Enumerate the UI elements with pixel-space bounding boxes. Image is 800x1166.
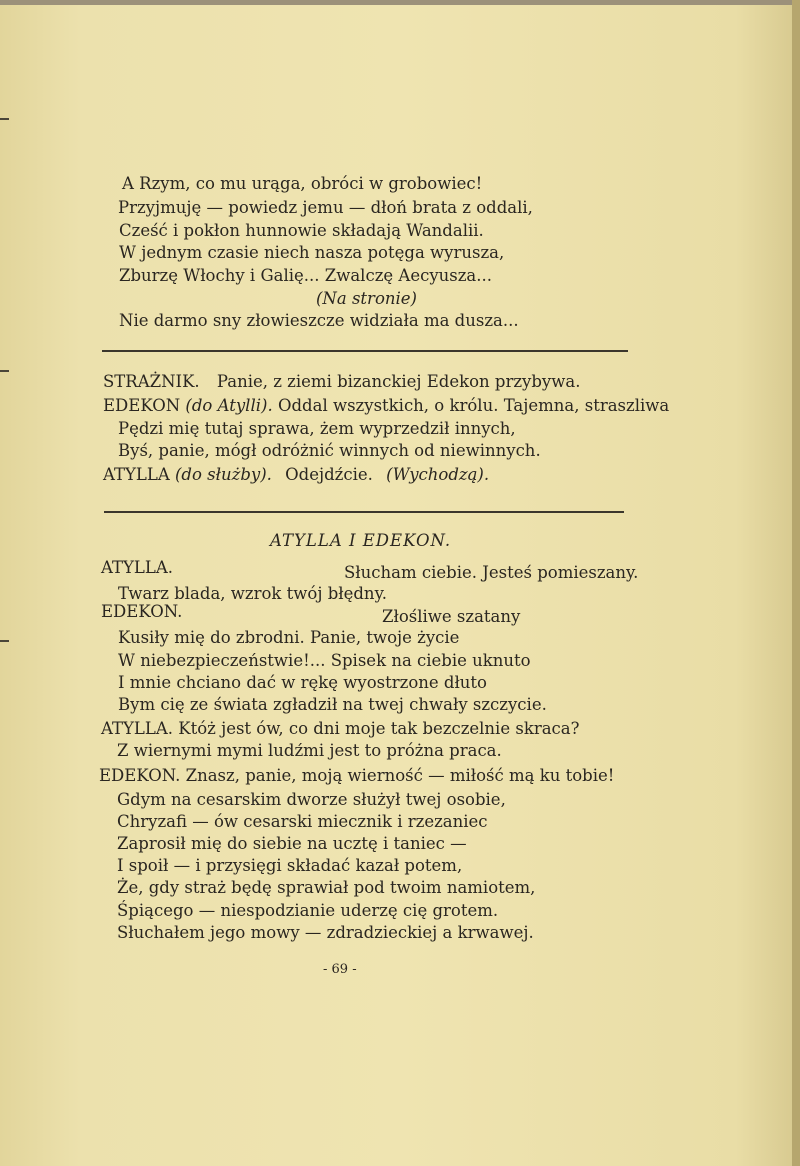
margin-mark [0,118,9,120]
speech-text: Odejdźcie. [285,465,373,484]
page-number: - 69 - [323,962,357,977]
verse-line: Nie darmo sny złowieszcze widziała ma dusza... [119,311,519,330]
verse-line: Twarz blada, wzrok twój błędny. [118,584,387,603]
section-divider [102,350,628,352]
speech-line [103,396,669,416]
verse-line: Kusiły mię do zbrodni. Panie, twoje życie [118,628,460,647]
speech-line [101,719,579,739]
speaker-name: STRAŻNIK. [103,372,200,391]
scene-heading: ATYLLA I EDEKON. [270,531,452,550]
speech-line [103,465,489,485]
verse-line: Bym cię ze świata zgładził na twej chwały szczycie. [118,695,547,714]
verse-line: Zaprosił mię do siebie na ucztę i taniec — [117,834,467,853]
stage-direction: (Wychodzą). [386,465,490,484]
verse-line: I spoił — i przysięgi składać kazał potem, [117,856,463,875]
verse-line: Słuchałem jego mowy — zdradzieckiej a krwawej. [117,923,534,942]
verse-line: Byś, panie, mógł odróżnić winnych od niewinnych. [118,441,541,460]
speaker-name: EDEKON. [101,602,183,621]
speaker-name: EDEKON [103,396,181,415]
verse-line: Cześć i pokłon hunnowie składają Wandalii. [119,221,484,240]
stage-direction: (do służby). [175,465,272,484]
verse-line: A Rzym, co mu urąga, obróci w grobowiec! [122,174,483,193]
verse-line: Że, gdy straż będę sprawiał pod twoim namiotem, [117,878,536,897]
verse-line: Śpiącego — niespodzianie uderzę cię grotem. [117,901,499,920]
margin-mark [0,370,9,372]
speaker-name: EDEKON. [99,766,181,785]
margin-mark [0,640,9,642]
stage-direction: (Na stronie) [316,289,417,308]
speaker-name: ATYLLA. [101,558,173,577]
speech-text: Panie, z ziemi bizanckiej Edekon przybywa. [216,372,581,391]
speech-text: Oddal wszystkich, o królu. Tajemna, straszliwa [277,396,670,415]
verse-line: I mnie chciano dać w rękę wyostrzone dłuto [118,673,487,692]
verse-line: Z wiernymi mymi ludźmi jest to próżna praca. [117,741,502,760]
verse-line: Przyjmuję — powiedz jemu — dłoń brata z oddali, [118,198,533,217]
verse-line: Zburzę Włochy i Galię... Zwalczę Aecyusza... [119,266,493,285]
speech-text: Któż jest ów, co dni moje tak bezczelnie skraca? [178,719,580,738]
verse-line: W jednym czasie niech nasza potęga wyrusza, [119,243,505,262]
page-top-edge [0,0,800,5]
speaker-name: ATYLLA [103,465,170,484]
speech-line [103,372,580,392]
page-right-edge [792,0,800,1166]
verse-line: Chryzafi — ów cesarski miecznik i rzezaniec [117,812,488,831]
speech-text: Złośliwe szatany [382,607,521,626]
speech-text: Słucham ciebie. Jesteś pomieszany. [344,563,639,582]
speech-text: Znasz, panie, moją wierność — miłość mą ku tobie! [185,766,615,785]
section-divider [104,511,624,513]
stage-direction: (do Atylli). [185,396,273,415]
verse-line: Gdym na cesarskim dworze służył twej osobie, [117,790,506,809]
verse-line: Pędzi mię tutaj sprawa, żem wyprzedził innych, [118,419,516,438]
speaker-name: ATYLLA. [101,719,173,738]
speech-line [99,766,614,786]
verse-line: W niebezpieczeństwie!... Spisek na ciebie uknuto [118,651,531,670]
